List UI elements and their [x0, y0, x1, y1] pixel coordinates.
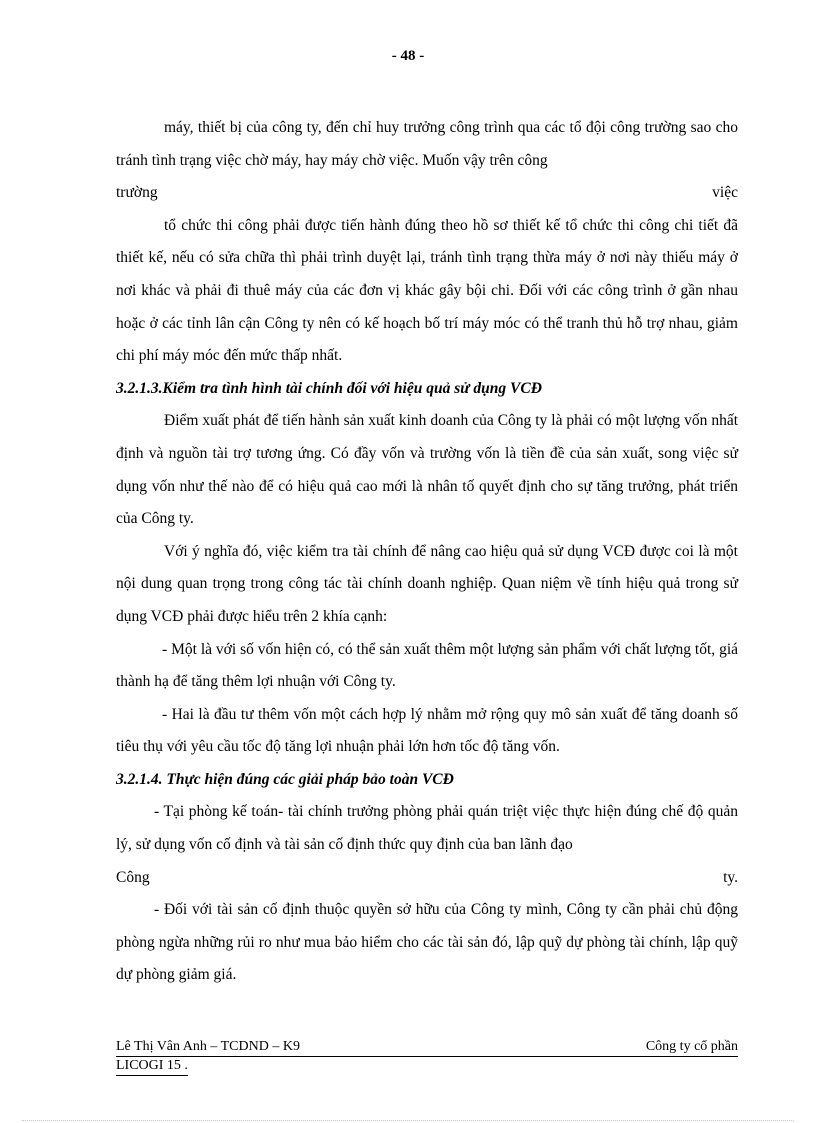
paragraph-7-last-line	[116, 862, 738, 895]
paragraph-1-last-line	[116, 177, 738, 210]
section-heading-3-2-1-4: 3.2.1.4. Thực hiện đúng các giải pháp bảo toàn VCĐ	[116, 770, 454, 788]
paragraph-6: - Hai là đầu tư thêm vốn một cách hợp lý nhằm mở rộng quy mô sản xuất để tăng doanh số tiêu thụ với yêu cầu tốc độ tăng lợi nhuận phải lớn hơn tốc độ tăng vốn.	[116, 705, 738, 756]
paragraph-4: Với ý nghĩa đó, việc kiểm tra tài chính để nâng cao hiệu quả sử dụng VCĐ được coi là một nội dung quan trọng trong công tác tài chính doanh nghiệp. Quan niệm về tính hiệu quả trong sử dụng VCĐ phải được hiểu trên 2 khía cạnh:	[116, 542, 738, 625]
paragraph-7: - Tại phòng kế toán- tài chính trưởng phòng phải quán triệt việc thực hiện đúng chế độ quản lý, sử dụng vốn cố định và tài sản cố định thức quy định của ban lãnh đạo	[116, 803, 738, 854]
section-heading-3-2-1-3: 3.2.1.3.Kiểm tra tình hình tài chính đối với hiệu quả sử dụng VCĐ	[116, 379, 542, 397]
paragraph-7-last-left: Công	[116, 868, 150, 886]
footer-row	[116, 1038, 738, 1057]
paragraph-1-last-left: trường	[116, 184, 158, 202]
paragraph-1: máy, thiết bị của công ty, đến chỉ huy trưởng công trình qua các tổ đội công trường sao cho tránh tình trạng việc chờ máy, hay máy chờ việc. Muốn vậy trên công	[116, 119, 738, 169]
paragraph-5: - Một là với số vốn hiện có, có thể sản xuất thêm một lượng sản phẩm với chất lượng tốt, giá thành hạ để tăng thêm lợi nhuận với Công ty.	[116, 640, 738, 691]
page-footer	[116, 1038, 738, 1076]
paragraph-8: - Đối với tài sản cố định thuộc quyền sở hữu của Công ty mình, Công ty cần phải chủ động phòng ngừa những rủi ro như mua bảo hiểm cho các tài sản đó, lập quỹ dự phòng tài chính, lập quỹ dự phòng giảm giá.	[116, 901, 738, 984]
paragraph-1-last-right: việc	[712, 184, 738, 202]
footer-company-line2: LICOGI 15 .	[116, 1057, 188, 1076]
footer-author: Lê Thị Vân Anh – TCDND – K9	[116, 1039, 300, 1054]
footer-company: Công ty cổ phần	[645, 1039, 738, 1054]
page-number: - 48 -	[391, 48, 425, 64]
paragraph-7-last-right: ty.	[723, 868, 738, 886]
page-edge-divider	[22, 1120, 794, 1121]
document-body	[116, 112, 738, 992]
paragraph-2: tổ chức thi công phải được tiến hành đúng theo hồ sơ thiết kế tổ chức thi công chi tiết đã thiết kế, nếu có sửa chữa thì phải trình duyệt lại, tránh tình trạng thừa máy ở nơi này thiếu máy ở nơi khác và phải đi thuê máy của các đơn vị khác gây bội chi. Đối với các công trình ở gần nhau hoặc ở các tỉnh lân cận Công ty nên có kế hoạch bố trí máy móc có thể tranh thủ hỗ trợ nhau, giảm chi phí máy móc đến mức thấp nhất.	[116, 216, 738, 365]
paragraph-3: Điểm xuất phát để tiến hành sản xuất kinh doanh của Công ty là phải có một lượng vốn nhất định và nguồn tài trợ tương ứng. Có đầy vốn và trường vốn là tiền đề của sản xuất, song việc sử dụng vốn như thế nào để có hiệu quả cao mới là nhân tố quyết định cho sự tăng trưởng, phát triển của Công ty.	[116, 412, 738, 528]
